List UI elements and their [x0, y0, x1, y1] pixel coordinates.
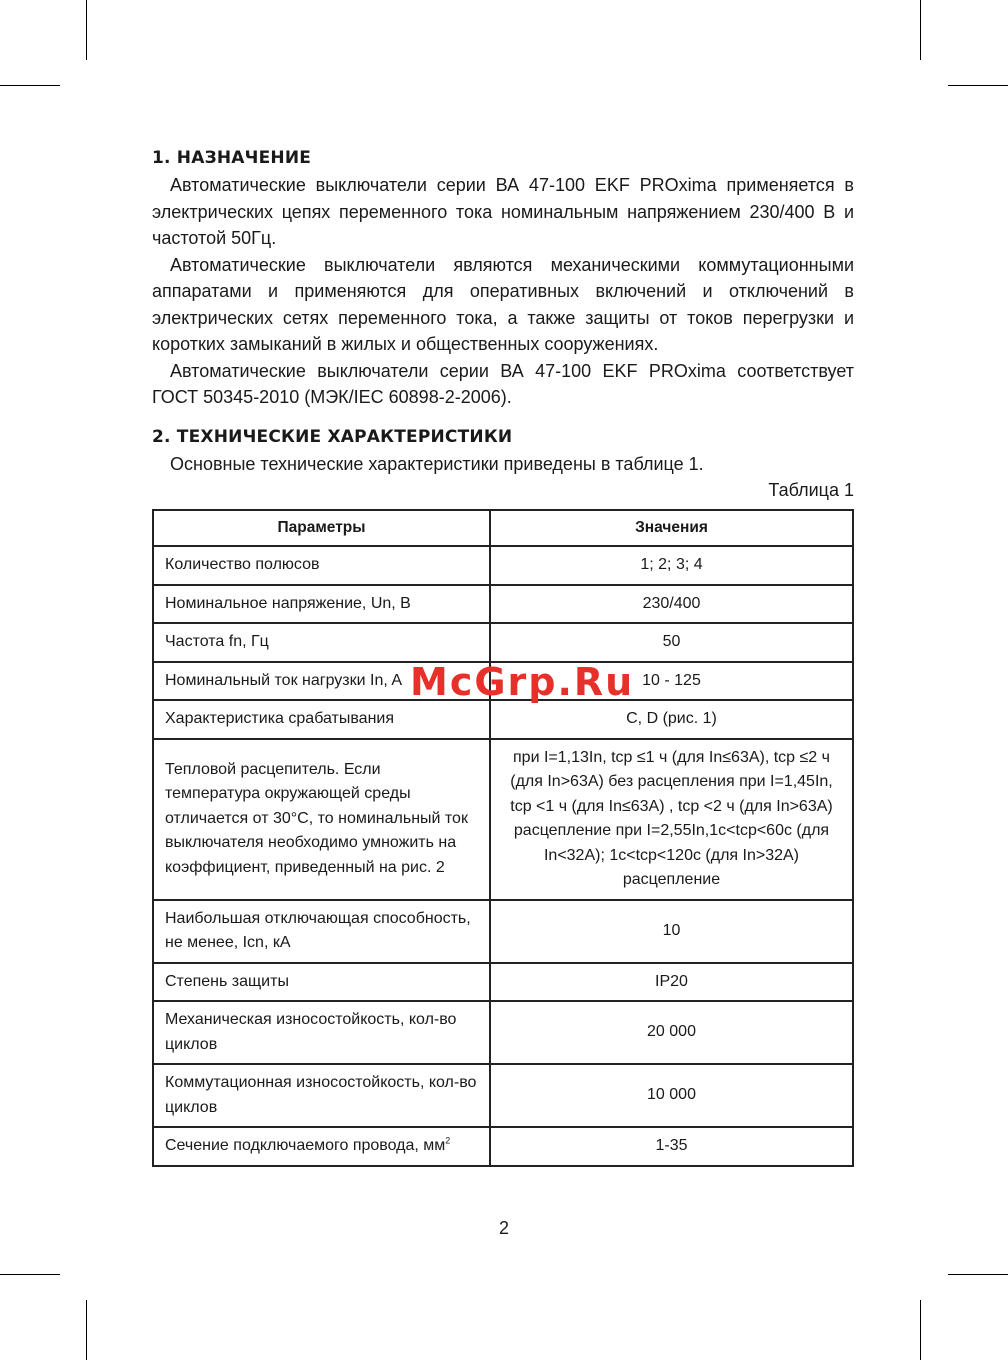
- table-row: [153, 546, 853, 585]
- crop-mark: [920, 1300, 921, 1360]
- crop-mark: [0, 1274, 60, 1275]
- value-cell: C, D (рис. 1): [490, 700, 853, 739]
- value-cell: 20 000: [490, 1001, 853, 1064]
- table-row: [153, 739, 853, 900]
- watermark: McGrp.Ru: [410, 660, 635, 704]
- value-cell: 10 - 125: [490, 662, 853, 701]
- param-text: Сечение подключаемого провода, мм: [165, 1137, 446, 1154]
- paragraph: Автоматические выключатели серии ВА 47-100 EKF PROxima применяется в электрических цепях переменного тока номинальным напряжением 230/400 В и частотой 50Гц.: [152, 175, 854, 248]
- param-cell: Номинальный ток нагрузки In, A: [153, 662, 490, 701]
- crop-mark: [948, 85, 1008, 86]
- param-cell: Частота fn, Гц: [153, 623, 490, 662]
- param-cell: Механическая износостойкость, кол-во циклов: [153, 1001, 490, 1064]
- value-cell: 10: [490, 900, 853, 963]
- paragraph: Автоматические выключатели серии ВА 47-100 EKF PROxima соответствует ГОСТ 50345-2010 (МЭК/IEC 60898-2-2006).: [152, 360, 854, 407]
- param-cell: [153, 1127, 490, 1166]
- value-cell: при I=1,13In, tср ≤1 ч (для In≤63A), tср ≤2 ч (для In>63A) без расцепления при I=1,45In, tср <1 ч (для In≤63A) , tср <2 ч (для In>63A) расцепление при I=2,55In,1с<tср<60с (для In<32A); 1с<tср<120с (для In>32A) расцепление: [490, 739, 853, 900]
- column-header: Значения: [490, 510, 853, 546]
- crop-mark: [948, 1274, 1008, 1275]
- value-cell: 50: [490, 623, 853, 662]
- table-row: [153, 900, 853, 963]
- crop-mark: [86, 1300, 87, 1360]
- specs-table: [152, 509, 854, 1167]
- table-row: [153, 585, 853, 624]
- table-row: [153, 623, 853, 662]
- crop-mark: [0, 85, 60, 86]
- param-cell: Тепловой расцепитель. Если температура окружающей среды отличается от 30°С, то номинальный ток выключателя необходимо умножить на коэффициент, приведенный на рис. 2: [153, 739, 490, 900]
- value-cell: 230/400: [490, 585, 853, 624]
- param-cell: Номинальное напряжение, Un, В: [153, 585, 490, 624]
- table-caption: Таблица 1: [768, 480, 854, 500]
- table-row: [153, 700, 853, 739]
- param-cell: Степень защиты: [153, 963, 490, 1002]
- page-content: [152, 148, 854, 1167]
- crop-mark: [86, 0, 87, 60]
- param-cell: Характеристика срабатывания: [153, 700, 490, 739]
- table-row: [153, 1064, 853, 1127]
- param-cell: Количество полюсов: [153, 546, 490, 585]
- value-cell: IP20: [490, 963, 853, 1002]
- column-header: Параметры: [153, 510, 490, 546]
- value-cell: 10 000: [490, 1064, 853, 1127]
- value-cell: 1-35: [490, 1127, 853, 1166]
- paragraph: Основные технические характеристики приведены в таблице 1.: [170, 453, 704, 474]
- section-title-specs: 2. ТЕХНИЧЕСКИЕ ХАРАКТЕРИСТИКИ: [152, 426, 513, 447]
- page-number: 2: [498, 1218, 509, 1238]
- value-cell: 1; 2; 3; 4: [490, 546, 853, 585]
- paragraph: Автоматические выключатели являются механическими коммутационными аппаратами и применяются для оперативных включений и отключений в электрических сетях переменного тока, а также защиты от токов перегрузки и коротких замыканий в жилых и общественных сооружениях.: [152, 254, 854, 354]
- section-title-purpose: 1. НАЗНАЧЕНИЕ: [152, 148, 312, 168]
- table-row: [153, 1127, 853, 1166]
- table-row: [153, 1001, 853, 1064]
- crop-mark: [920, 0, 921, 60]
- param-cell: Коммутационная износостойкость, кол-во циклов: [153, 1064, 490, 1127]
- param-cell: Наибольшая отключающая способность, не менее, Icn, кА: [153, 900, 490, 963]
- superscript: 2: [445, 1135, 451, 1146]
- table-row: [153, 963, 853, 1002]
- table-header-row: [153, 510, 853, 546]
